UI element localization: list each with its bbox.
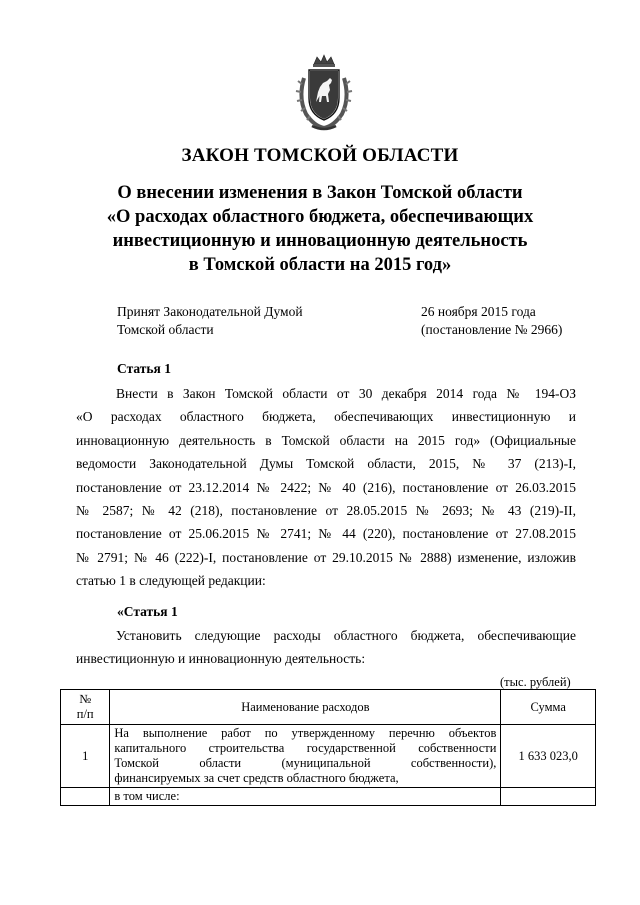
table-row <box>61 788 596 806</box>
header-number-line: № <box>79 692 92 706</box>
row-name-line: финансируемых за счет средств областного бюджета, <box>114 771 399 785</box>
header-number-line: п/п <box>76 707 94 721</box>
subtitle-line: в Томской области на 2015 год» <box>188 255 452 275</box>
quoted-article-line: инвестиционную и инновационную деятельность: <box>76 651 366 667</box>
header-number <box>61 690 110 725</box>
row-number <box>61 788 110 806</box>
article-line: инновационную деятельность в Томской области на 2015 год» (Официальные <box>76 432 576 448</box>
row-name <box>110 788 501 806</box>
row-name-line: На выполнение работ по утвержденному перечню объектов <box>114 726 497 740</box>
adoption-date <box>421 303 562 339</box>
article-line: постановление от 25.06.2015 № 2741; № 44 (220), постановление от 27.08.2015 <box>76 526 576 542</box>
article-line: № 2587; № 42 (218), постановление от 28.05.2015 № 2693; № 43 (219)-II, <box>76 502 576 518</box>
quoted-article-line: Установить следующие расходы областного бюджета, обеспечивающие <box>116 628 576 643</box>
subtitle-line: инвестиционную и инновационную деятельность <box>112 231 528 251</box>
adopted-by-line: Томской области <box>117 322 214 337</box>
quoted-article-body <box>76 624 576 671</box>
document-subtitle <box>60 181 580 277</box>
table-header-row <box>61 690 596 725</box>
adoption-date-line: (постановление № 2966) <box>421 322 563 337</box>
adoption-date-line: 26 ноября 2015 года <box>421 304 536 319</box>
adopted-by-line: Принят Законодательной Думой <box>117 304 303 319</box>
article-line: «О расходах областного бюджета, обеспечивающих инвестиционную и <box>76 409 576 425</box>
quoted-article-heading: «Статья 1 <box>117 604 178 619</box>
article-body <box>76 382 576 593</box>
article-line: постановление от 23.12.2014 № 2422; № 40 (216), постановление от 26.03.2015 <box>76 479 576 495</box>
row-name-line: капитального строительства государственной собственности <box>114 741 497 755</box>
article-line: № 2791; № 46 (222)-I, постановление от 29.10.2015 № 2888) изменение, изложив <box>76 549 576 565</box>
header-sum: Сумма <box>501 690 596 725</box>
tomsk-oblast-coat-of-arms-icon <box>292 54 356 134</box>
row-name-line: Томской области (муниципальной собственности), <box>114 756 497 770</box>
row-name <box>110 725 501 788</box>
table-row <box>61 725 596 788</box>
article-heading: Статья 1 <box>117 361 171 376</box>
row-number: 1 <box>61 725 110 788</box>
adopted-by <box>117 303 303 339</box>
article-line: статью 1 в следующей редакции: <box>76 573 266 589</box>
document-title: ЗАКОН ТОМСКОЙ ОБЛАСТИ <box>181 145 459 166</box>
article-line: Внести в Закон Томской области от 30 декабря 2014 года № 194-ОЗ <box>116 386 576 401</box>
table-unit: (тыс. рублей) <box>500 675 571 689</box>
header-name: Наименование расходов <box>110 690 501 725</box>
row-sum <box>501 788 596 806</box>
subtitle-line: «О расходах областного бюджета, обеспечивающих <box>106 207 534 227</box>
row-sum: 1 633 023,0 <box>501 725 596 788</box>
row-name-line: в том числе: <box>114 789 180 803</box>
subtitle-line: О внесении изменения в Закон Томской области <box>117 183 523 203</box>
expenses-table <box>60 689 596 806</box>
article-line: ведомости Законодательной Думы Томской области, 2015, № 37 (213)-I, <box>76 456 576 472</box>
